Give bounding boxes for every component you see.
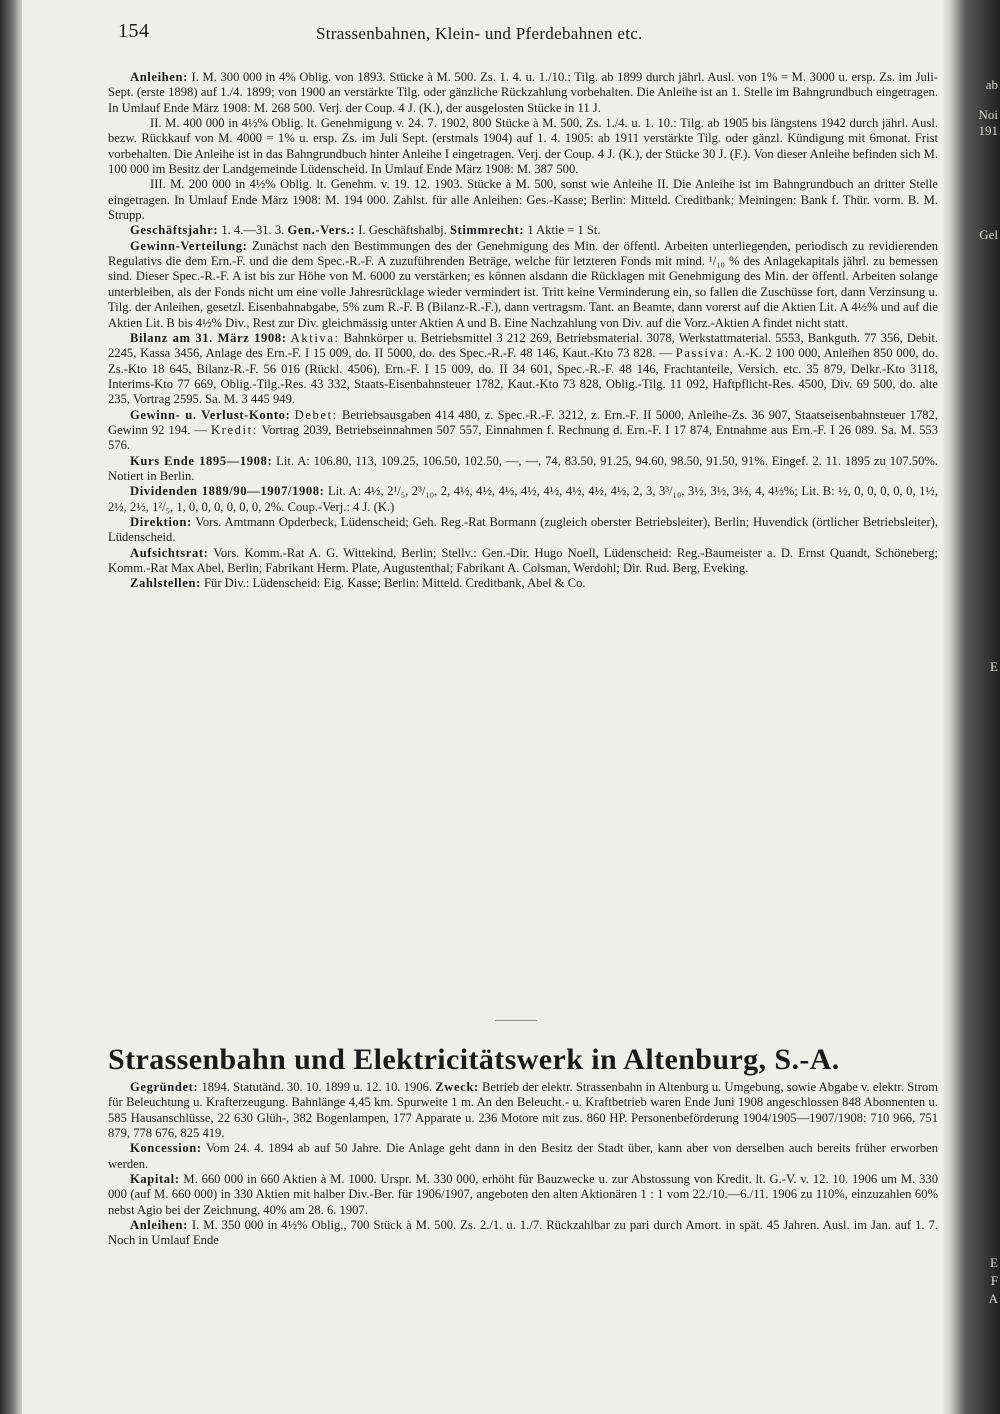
field-sublabel: Aktiva: bbox=[290, 330, 340, 345]
field-label: Zahlstellen: bbox=[130, 576, 201, 591]
field-label: Dividenden 1889/90—1907/1908: bbox=[130, 484, 325, 499]
field-label: Kurs Ende 1895—1908: bbox=[130, 453, 273, 468]
paragraph-dividenden bbox=[108, 484, 938, 515]
field-label: Gen.-Vers.: bbox=[287, 223, 356, 238]
edge-fragment: A bbox=[988, 1291, 998, 1306]
field-text: Betriebsausgaben 414 480, z. Spec.-R.-F. 3212, z. Ern.-F. II 5000, Anleihe-Zs. 36 907, Staatseisenbahnsteuer 1782, Gewinn 92 194. — bbox=[108, 407, 938, 437]
paragraph-anleihen-3: III. M. 200 000 in 4½% Oblig. lt. Genehm. v. 19. 12. 1903. Stücke à M. 500, sonst wie Anleihe II. Die Anleihe ist im Bahngrundbuch an dritter Stelle eingetragen. In Umlauf Ende März 1908: M. 194 000. Zahlst. für alle Anleihen: Ges.-Kasse; Berlin: Mitteld. Creditbank; Meiningen: Bank f. Thür. vorm. B. M. Strupp. bbox=[108, 177, 938, 223]
paragraph-zahlstellen bbox=[108, 576, 938, 591]
edge-fragment: E bbox=[990, 1255, 998, 1270]
field-label: Aufsichtsrat: bbox=[130, 545, 209, 560]
field-text: Lit. A: 4½, 2¹/₅, 2³/₁₀, 2, 4½, 4½, 4½, 4½, 4½, 4½, 4½, 4½, 2, 3, 3³/₁₀, 3½, 3½, 3½, 4, 4½%; Lit. B: ½, 0, 0, 0, 0, 0, 1½, 2½, 2½, 1²/₅, 1, 0, 0, 0, 0, 0, 0, 2%. Coup.-Verj.: 4 J. (K.) bbox=[108, 484, 939, 514]
field-label: Zweck: bbox=[435, 1080, 479, 1094]
field-text: I. M. 350 000 in 4½% Oblig., 700 Stück à M. 500. Zs. 2./1. u. 1./7. Rückzahlbar zu pari durch Amort. in spät. 45 Jahren. Ausl. im Jan. auf 1. 7. Noch in Umlauf Ende bbox=[108, 1218, 938, 1248]
field-label: Direktion: bbox=[130, 514, 192, 529]
field-text: Vors. Amtmann Opderbeck, Lüdenscheid; Geh. Reg.-Rat Bormann (zugleich oberster Betriebsleiter), Berlin; Huvendick (örtlicher Betriebsleiter), Lüdenscheid. bbox=[108, 514, 938, 545]
company-heading: Strassenbahn und Elektricitätswerk in Altenburg, S.-A. bbox=[108, 1043, 840, 1076]
field-label: Stimmrecht: bbox=[449, 223, 525, 238]
field-text: Vortrag 2039, Betriebseinnahmen 507 557, Einnahmen f. Rechnung d. Ern.-F. I 17 874, Entnahme aus Ern.-F. I 26 089. Sa. M. 553 576. bbox=[108, 422, 939, 453]
paragraph-anleihen-2: II. M. 400 000 in 4½% Oblig. lt. Genehmigung v. 24. 7. 1902, 800 Stücke à M. 500, Zs. 1./4. u. 1. 10.: Tilg. ab 1905 bis längstens 1942 durch jährl. Ausl. bezw. Rückkauf von M. 4000 = 1% u. ersp. Zs. im Juli Sept. (erstmals 1904) auf 1. 4. 1905: ab 1911 verstärkte Tilg. oder gänzl. Kündigung mit 6monat. Frist vorbehalten. Die Anleihe ist in das Bahngrundbuch hinter Anleihe I eingetragen. Verj. der Coup. 4 J. (K.), der Stücke 30 J. (F.). Von dieser Anleihe befinden sich M. 100 000 im Besitz der Landgemeinde Lüdenscheid. In Umlauf Ende März 1908: M. 387 500. bbox=[108, 116, 938, 177]
running-title: Strassenbahnen, Klein- und Pferdebahnen etc. bbox=[316, 24, 643, 43]
field-label: Anleihen: bbox=[130, 70, 188, 84]
field-label: Bilanz am 31. März 1908: bbox=[130, 330, 287, 345]
field-text: I. Geschäftshalbj. bbox=[358, 223, 447, 238]
edge-fragment: Noi bbox=[978, 107, 998, 122]
field-text: Lit. A: 106.80, 113, 109.25, 106.50, 102.50, —, —, 74, 83.50, 91.25, 94.60, 98.50, 91.50, 91%. Eingef. 2. 11. 1895 zu 107.50%. Notiert in Berlin. bbox=[108, 453, 939, 483]
field-text: A.-K. 2 100 000, Anleihen 850 000, do. Zs.-Kto 18 645, Bilanz-R.-F. 56 016 (Rückl. 4506), Ern.-F. I 15 009, do. II 34 601, Spec.-R.-F. 48 146, Frachtanteile, Versich. etc. 35 879, Delkr.-Kto 3118, Interims-Kto 77 669, Oblig.-Tilg.-Res. 43 332, Staats-Eisenbahnsteuer 1782, Kaut.-Kto 73 828, Oblig.-Tilg. 11 092, Haftpflicht-Res. 4500, Div. 69 500, do. alte 235, Vortrag 2595. Sa. M. 3 445 949. bbox=[108, 346, 938, 407]
paragraph-bilanz bbox=[108, 331, 938, 408]
field-text: 1. 4.—31. 3. bbox=[221, 223, 285, 238]
company-entry-altenburg bbox=[108, 1080, 938, 1249]
paragraph-anleihen bbox=[108, 1218, 938, 1249]
edge-fragment: 191 bbox=[978, 123, 998, 138]
field-text: 1 Aktie = 1 St. bbox=[527, 223, 601, 238]
edge-fragment: F bbox=[990, 1273, 998, 1288]
paragraph-kurs bbox=[108, 454, 938, 485]
page-header bbox=[118, 20, 918, 50]
field-label: Geschäftsjahr: bbox=[130, 223, 219, 238]
paragraph-anleihen-1 bbox=[108, 70, 938, 116]
field-text: Zunächst nach den Bestimmungen des der Genehmigung des Min. der öffentl. Arbeiten unterliegenden, periodisch zu revidierenden Regulativs die dem Ern.-F. und die dem Spec.-R.-F. A zuzuführenden Beträge, welche für letzteren Fonds mit mind. ¹/₁₀ % des Anlagekapitals jährl. zu bemessen sind. Dieser Spec.-R.-F. A ist bis zur Höhe von M. 6000 zu verstärken; es können alsdann die Rücklagen mit Genehmigung des Min. der öffentl. Arbeiten solange unterbleiben, als der Fonds nicht um eine volle Jahresrücklage wieder vermindert ist. Tritt keine Verminderung ein, so fallen die Zuschüsse fort, dann Verzinsung u. Tilg. der Anleihen, gesetzl. Eisenbahnabgabe, 5% zum R.-F. B (Bilanz-R.-F.), dann vertragsm. Tant. an Beamte, dann vorerst auf die Aktien Lit. A 4½% und auf die Aktien Lit. B bis 4½% Div., Rest zur Div. gleichmässig unter Aktien A und B. Eine Nachzahlung von Div. auf die Vorz.-Aktien A findet nicht statt. bbox=[108, 238, 938, 330]
paragraph-gewinn-verlust bbox=[108, 408, 938, 454]
field-label: Koncession: bbox=[130, 1141, 202, 1156]
field-text: Vom 24. 4. 1894 ab auf 50 Jahre. Die Anlage geht dann in den Besitz der Stadt über, kann aber von derselben auch bereits früher erworben werden. bbox=[108, 1141, 939, 1171]
field-text: M. 660 000 in 660 Aktien à M. 1000. Urspr. M. 330 000, erhöht für Bauzwecke u. zur Abstossung von Kredit. lt. G.-V. v. 12. 10. 1906 um M. 330 000 (auf M. 660 000) in 330 Aktien mit halber Div.-Ber. für 1906/1907, angeboten den alten Aktionären 1 : 1 vom 22./10.—6./11. 1906 zu 110%, einzuzahlen 60% nebst Agio bei der Zeichnung, 40% am 28. 6. 1907. bbox=[108, 1172, 938, 1217]
paragraph-gewinn-verteilung bbox=[108, 239, 938, 331]
field-text: Vors. Komm.-Rat A. G. Wittekind, Berlin; Stellv.: Gen.-Dir. Hugo Noell, Lüdenscheid: Reg.-Baumeister a. D. Ernst Quandt, Schöneberg; Komm.-Rat Max Abel, Berlin; Fabrikant Herm. Plate, Augustenthal; Fabrikant A. Colsman, Werdohl; Dir. Rud. Berg, Eveking. bbox=[108, 545, 939, 575]
field-label: Gewinn- u. Verlust-Konto: bbox=[130, 407, 291, 422]
field-text: 1894. Statutänd. 30. 10. 1899 u. 12. 10. 1906. bbox=[201, 1080, 433, 1094]
field-sublabel: Passiva: bbox=[675, 346, 730, 361]
paragraph-gegruendet bbox=[108, 1080, 938, 1141]
company-entry-luedenscheid bbox=[108, 70, 938, 592]
field-sublabel: Debet: bbox=[294, 407, 338, 422]
edge-fragment: Gel bbox=[979, 227, 998, 242]
edge-fragment: ab bbox=[985, 77, 998, 92]
paragraph-aufsichtsrat bbox=[108, 546, 938, 577]
field-text: I. M. 300 000 in 4% Oblig. von 1893. Stücke à M. 500. Zs. 1. 4. u. 1./10.: Tilg. ab 1899 durch jährl. Ausl. von 1% = M. 3000 u. ersp. Zs. im Juli-Sept. (erste 1898) auf 1./4. 1899; von 1900 an verstärkte Tilg. oder gänzliche Rückzahlung vorbehalten. Die Anleihe ist an 1. Stelle im Bahngrundbuch eingetragen. In Umlauf Ende März 1908: M. 268 500. Verj. der Coup. 4 J. (K.), der ausgelosten Stücke in 11 J. bbox=[108, 70, 938, 115]
paragraph-geschaeftsjahr bbox=[108, 223, 938, 238]
paragraph-kapital bbox=[108, 1172, 938, 1218]
field-text: Bahnkörper u. Betriebsmittel 3 212 269, Betriebsmaterial. 3078, Werkstattmaterial. 5553, Bankguth. 77 356, Debit. 2245, Kassa 3456, Anlage des Ern.-F. I 15 009, do. II 5000, do. des Spec.-R.-F. 48 146, Kaut.-Kto 73 828. — bbox=[108, 330, 939, 361]
field-text: Betrieb der elektr. Strassenbahn in Altenburg u. Umgebung, sowie Abgabe v. elektr. Strom für Beleuchtung u. Krafterzeugung. Bahnlänge 4,45 km. Spurweite 1 m. An den Beleucht.- u. Kraftbetrieb waren Ende Juni 1908 angeschlossen 848 Abonnenten u. 585 Hausanschlüsse, 22 630 Glüh-, 382 Bogenlampen, 177 Apparate u. 236 Motore mit zus. 860 HP. Personenbeförderung 1904/1905—1907/1908: 710 966, 751 879, 778 676, 825 419. bbox=[108, 1080, 938, 1141]
field-text: Für Div.: Lüdenscheid: Eig. Kasse; Berlin: Mitteld. Creditbank, Abel & Co. bbox=[204, 576, 586, 591]
field-label: Gegründet: bbox=[130, 1080, 199, 1094]
edge-fragment: E bbox=[990, 659, 998, 674]
paragraph-koncession bbox=[108, 1141, 938, 1172]
binding-shadow-left bbox=[0, 0, 22, 1414]
adjacent-page-edge bbox=[978, 0, 998, 1414]
field-sublabel: Kredit: bbox=[210, 422, 258, 437]
field-label: Kapital: bbox=[130, 1172, 180, 1187]
field-label: Gewinn-Verteilung: bbox=[130, 238, 248, 253]
section-divider bbox=[495, 1020, 537, 1021]
paragraph-direktion bbox=[108, 515, 938, 546]
field-label: Anleihen: bbox=[130, 1218, 188, 1233]
page-number: 154 bbox=[118, 20, 150, 42]
